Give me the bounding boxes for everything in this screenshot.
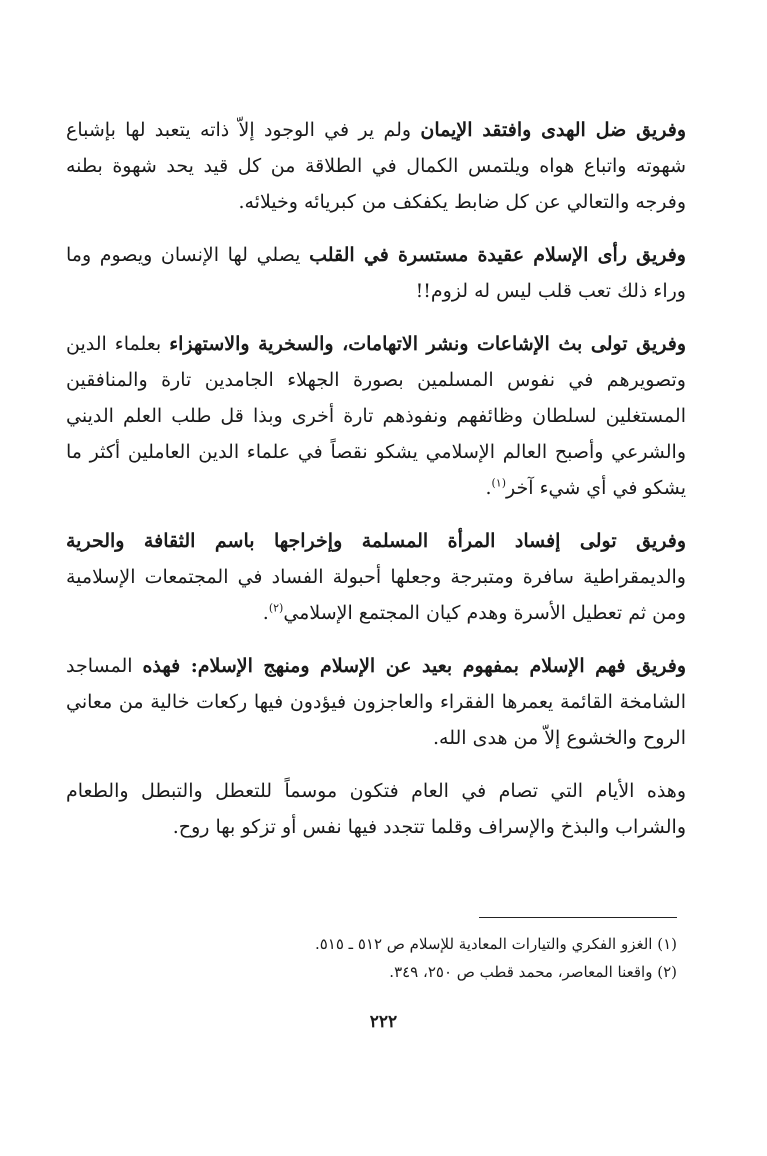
paragraph-6 [66, 773, 686, 845]
paragraph-6-text: وهذه الأيام التي تصام في العام فتكون موسماً للتعطل والتبطل والطعام والشراب والبذخ والإسراف وقلما تتجدد فيها نفس أو تزكو بها روح. [66, 780, 686, 838]
paragraph-4-tail: . [262, 602, 269, 624]
footnote-2: (٢) واقعنا المعاصر، محمد قطب ص ٢٥٠، ٣٤٩. [389, 963, 677, 981]
footnote-ref-2[interactable]: (٢) [268, 601, 284, 615]
paragraph-1-lead: وفريق ضل الهدى وافتقد الإيمان [420, 119, 686, 141]
paragraph-4-text: والديمقراطية سافرة ومتبرجة وجعلها أحبولة الفساد في المجتمعات الإسلامية ومن ثم تعطيل الأسرة وهدم كيان المجتمع الإسلامي [66, 566, 686, 624]
paragraph-5-text: المساجد الشامخة القائمة يعمرها الفقراء والعاجزون فيؤدون فيها ركعات خالية من معاني الروح والخشوع إلاّ من هدى الله. [66, 655, 686, 749]
paragraph-3 [66, 326, 686, 506]
paragraph-5-lead: وفريق فهم الإسلام بمفهوم بعيد عن الإسلام ومنهج الإسلام: فهذه [142, 655, 686, 677]
paragraph-3-tail: . [485, 477, 492, 499]
footnote-1: (١) الغزو الفكري والتيارات المعادية للإسلام ص ٥١٢ ـ ٥١٥. [314, 935, 677, 953]
page-number: ٢٢٢ [369, 1012, 398, 1032]
paragraph-3-lead: وفريق تولى بث الإشاعات ونشر الاتهامات، والسخرية والاستهزاء [169, 333, 686, 355]
footnote-ref-1[interactable]: (١) [491, 476, 507, 490]
paragraph-5 [66, 648, 686, 756]
paragraph-2 [66, 237, 686, 309]
paragraph-1-text: ولم ير في الوجود إلاّ ذاته يتعبد لها بإشباع شهوته واتباع هواه ويلتمس الكمال في الطلاقة من كل قيد يحد شهوة بطنه وفرجه والتعالي عن كل ضابط يكفكف من كبريائه وخيلائه. [66, 119, 686, 213]
page-body [66, 112, 686, 862]
footnote-divider [479, 917, 677, 918]
footnotes [77, 930, 677, 986]
paragraph-4-lead: وفريق تولى إفساد المرأة المسلمة وإخراجها باسم الثقافة والحرية [66, 530, 686, 552]
paragraph-3-text: بعلماء الدين وتصويرهم في نفوس المسلمين بصورة الجهلاء الجامدين تارة والمنافقين المستغلين لسلطان وظائفهم ونفوذهم تارة أخرى وبذا قل طلب العلم الديني والشرعي وأصبح العالم الإسلامي يشكو نقصاً في علماء الدين العاملين أكثر ما يشكو في أي شيء آخر [66, 333, 686, 499]
paragraph-2-lead: وفريق رأى الإسلام عقيدة مستسرة في القلب [309, 244, 686, 266]
paragraph-4 [66, 523, 686, 631]
paragraph-2-text: يصلي لها الإنسان ويصوم وما وراء ذلك تعب قلب ليس له لزوم!! [66, 244, 686, 302]
paragraph-1 [66, 112, 686, 220]
